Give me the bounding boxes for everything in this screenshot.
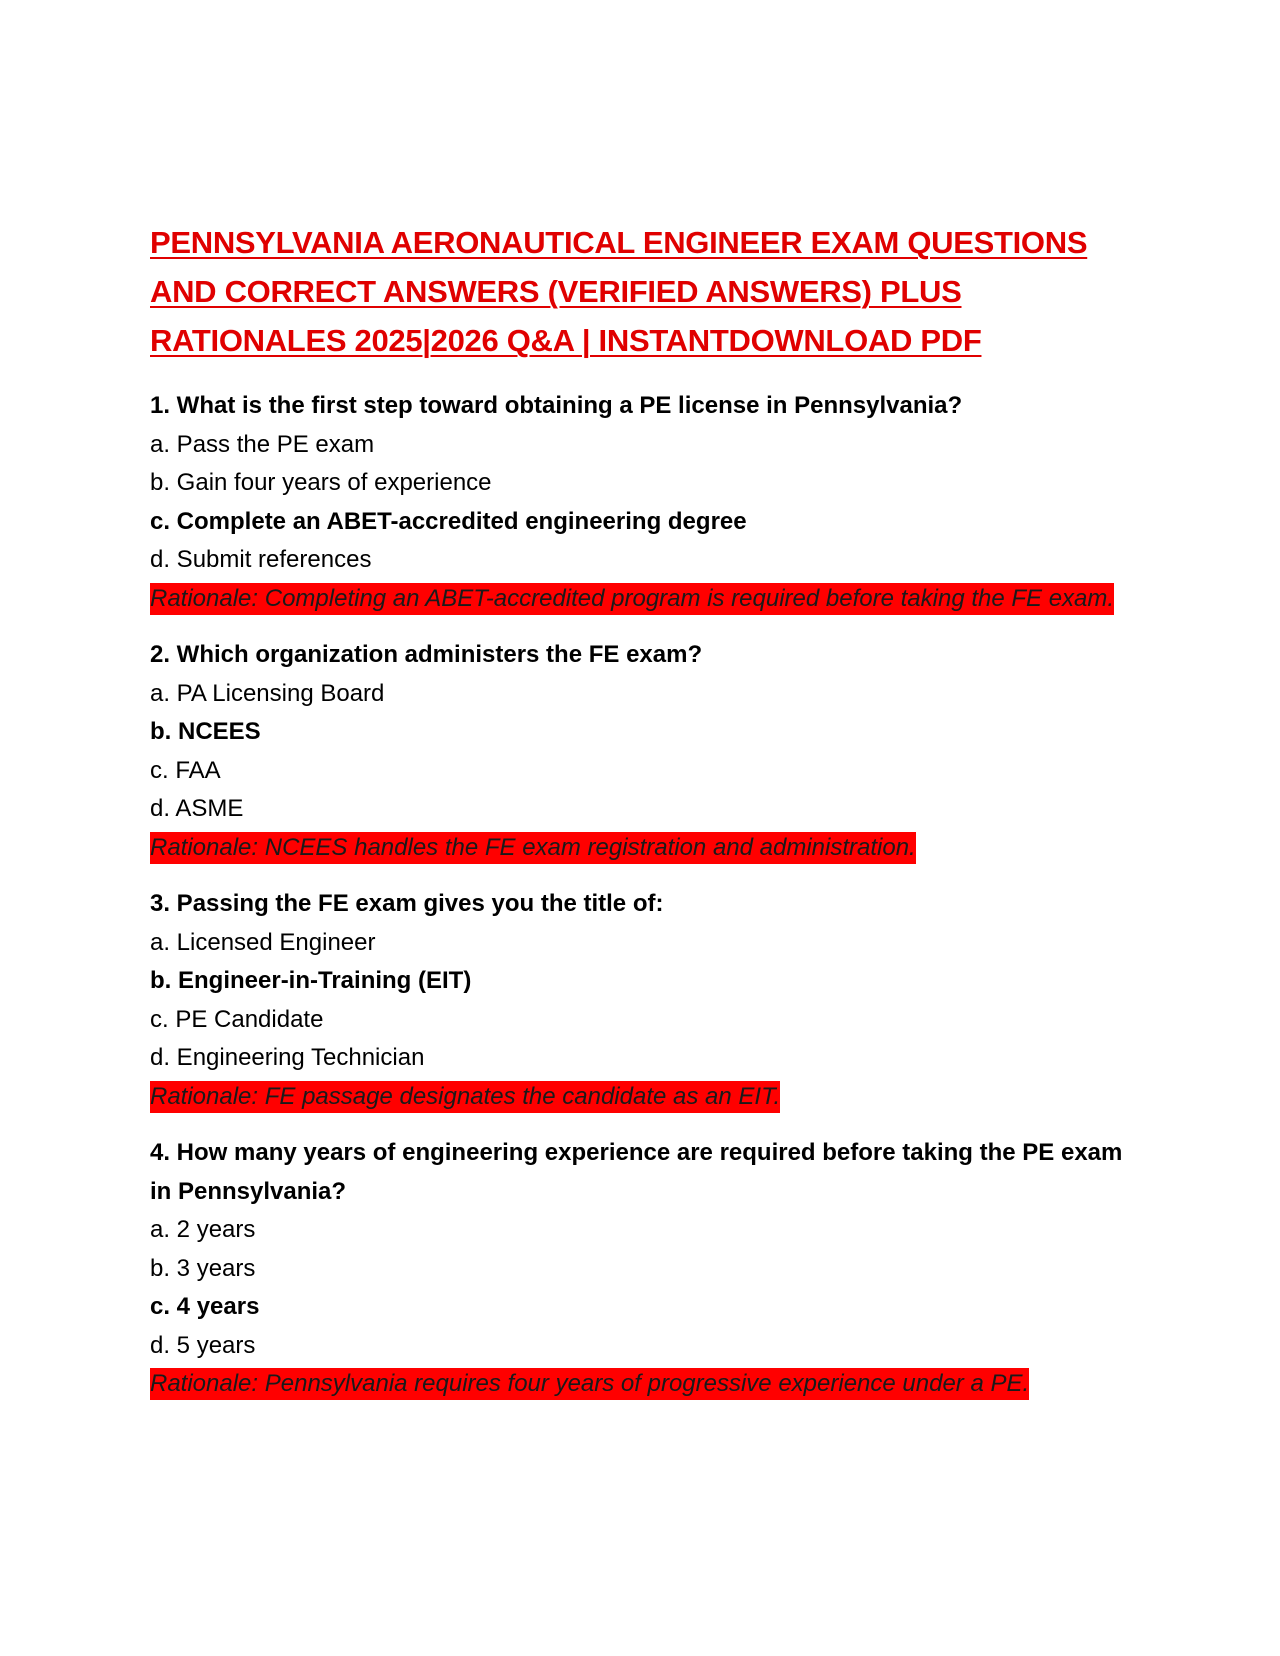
rationale-highlight: Rationale: NCEES handles the FE exam registration and administration. xyxy=(150,832,916,864)
answer-option: a. Licensed Engineer xyxy=(150,928,376,956)
rationale xyxy=(150,580,1130,619)
question-block xyxy=(150,1134,1130,1404)
title-line: PENNSYLVANIA AERONAUTICAL ENGINEER EXAM QUESTIONS xyxy=(150,225,1088,260)
title-line: AND CORRECT ANSWERS (VERIFIED ANSWERS) PLUS xyxy=(150,274,962,309)
question-block xyxy=(150,387,1130,618)
rationale-highlight: Rationale: Pennsylvania requires four years of progressive experience under a PE. xyxy=(150,1368,1029,1400)
answer-option: a. 2 years xyxy=(150,1216,256,1243)
document-title xyxy=(150,218,1130,365)
rationale-highlight: Rationale: Completing an ABET-accredited program is required before taking the FE exam. xyxy=(150,583,1114,615)
rationale-highlight: Rationale: FE passage designates the candidate as an EIT. xyxy=(150,1081,780,1113)
correct-answer-option: b. NCEES xyxy=(150,718,261,745)
question-text: 4. How many years of engineering experience are required before taking the PE exam in Pennsylvania? xyxy=(150,1139,1123,1205)
document-page xyxy=(150,218,1130,1422)
rationale xyxy=(150,1078,1130,1117)
answer-option: d. 5 years xyxy=(150,1331,256,1359)
answer-option: a. Pass the PE exam xyxy=(150,430,375,458)
question-block xyxy=(150,885,1130,1116)
question-text: 2. Which organization administers the FE exam? xyxy=(150,641,703,668)
answer-option: a. PA Licensing Board xyxy=(150,679,385,707)
answer-option: c. FAA xyxy=(150,756,221,784)
question-text: 3. Passing the FE exam gives you the title of: xyxy=(150,890,664,917)
answer-option: d. Engineering Technician xyxy=(150,1044,425,1071)
question-block xyxy=(150,636,1130,867)
answer-option: c. PE Candidate xyxy=(150,1005,324,1033)
answer-option: b. 3 years xyxy=(150,1254,256,1282)
rationale xyxy=(150,829,1130,868)
answer-option: d. ASME xyxy=(150,795,244,822)
answer-option: b. Gain four years of experience xyxy=(150,469,492,496)
correct-answer-option: c. 4 years xyxy=(150,1293,260,1320)
question-text: 1. What is the first step toward obtaining a PE license in Pennsylvania? xyxy=(150,392,963,419)
correct-answer-option: b. Engineer-in-Training (EIT) xyxy=(150,967,472,994)
correct-answer-option: c. Complete an ABET-accredited engineering degree xyxy=(150,507,747,535)
title-line: RATIONALES 2025|2026 Q&A | INSTANTDOWNLOAD PDF xyxy=(150,323,982,358)
question-list xyxy=(150,387,1130,1404)
answer-option: d. Submit references xyxy=(150,546,372,573)
rationale xyxy=(150,1365,1130,1404)
